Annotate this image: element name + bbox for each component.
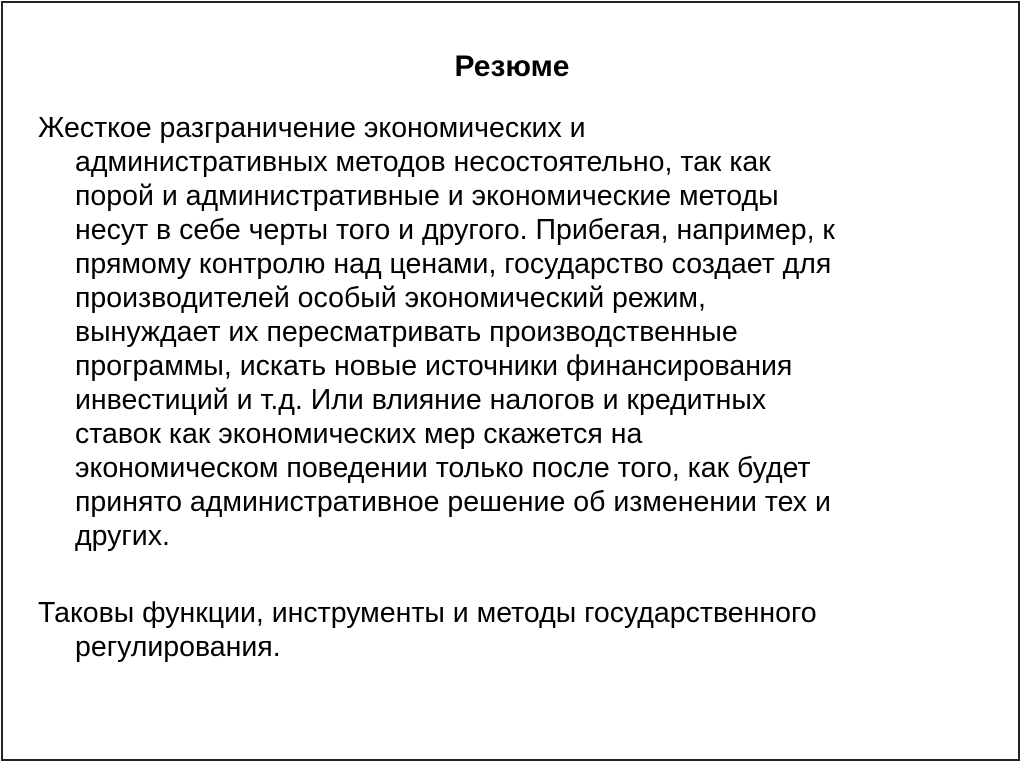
text-line: прямому контролю над ценами, государство создает для — [75, 248, 832, 280]
text-line: административных методов несостоятельно, так как — [75, 146, 771, 178]
text-line: вынуждает их пересматривать производственные — [75, 316, 738, 348]
text-line: инвестиций и т.д. Или влияние налогов и кредитных — [75, 384, 767, 416]
text-line: несут в себе черты того и другого. Прибегая, например, к — [75, 214, 835, 246]
text-line: производителей особый экономический режим, — [75, 282, 706, 314]
text-line: регулирования. — [75, 631, 281, 663]
paragraph-2 — [38, 596, 817, 664]
slide-title: Резюме — [454, 50, 570, 83]
text-line: программы, искать новые источники финансирования — [75, 350, 793, 382]
text-line: других. — [75, 520, 170, 552]
paragraph-1 — [38, 111, 835, 553]
text-line: Жесткое разграничение экономических и — [38, 112, 586, 144]
text-line: принято административное решение об изменении тех и — [75, 486, 831, 518]
text-line: Таковы функции, инструменты и методы государственного — [38, 597, 817, 629]
text-line: ставок как экономических мер скажется на — [75, 418, 643, 450]
text-line: порой и административные и экономические методы — [75, 180, 779, 212]
text-line: экономическом поведении только после того, как будет — [75, 452, 811, 484]
